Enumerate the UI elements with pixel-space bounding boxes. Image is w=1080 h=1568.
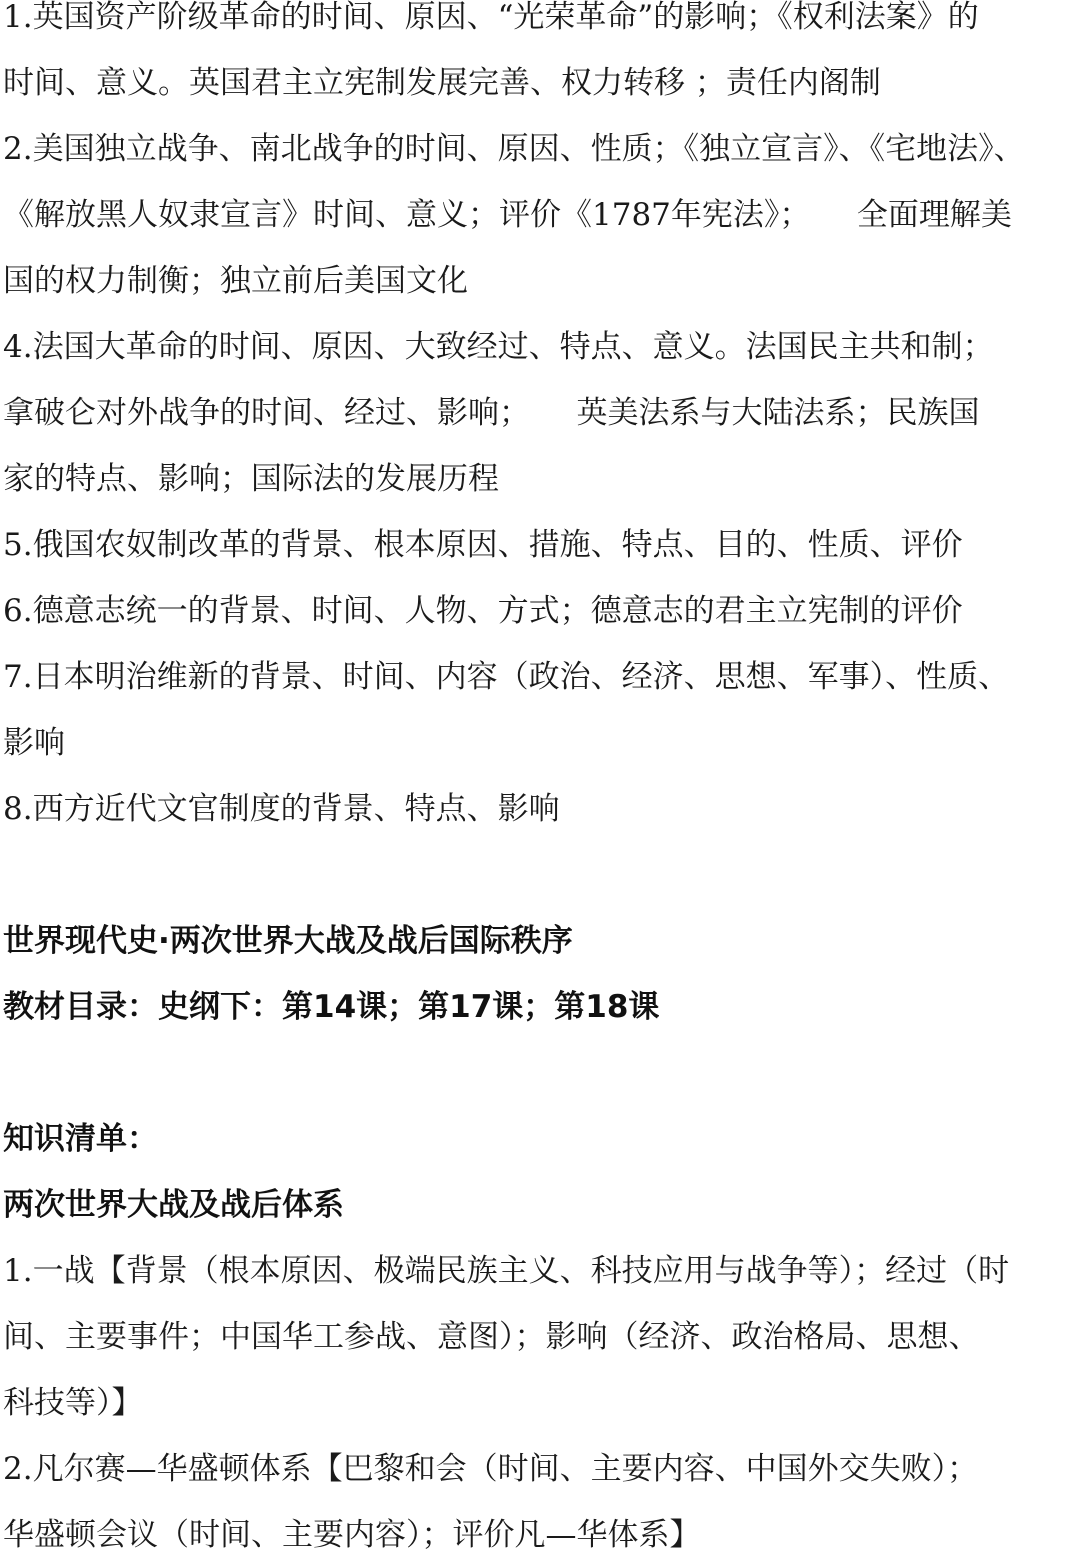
section-title: 世界现代史·两次世界大战及战后国际秩序 bbox=[3, 923, 573, 959]
text-line: 家的特点、影响；国际法的发展历程 bbox=[3, 461, 499, 497]
subsection-title: 两次世界大战及战后体系 bbox=[3, 1187, 344, 1223]
text-line: 8.西方近代文官制度的背景、特点、影响 bbox=[3, 791, 560, 827]
item-line: 华盛顿会议（时间、主要内容）；评价凡—华体系】 bbox=[3, 1517, 701, 1553]
item-line: 1.一战【背景（根本原因、极端民族主义、科技应用与战争等）；经过（时 bbox=[3, 1253, 1010, 1289]
text-line: 4.法国大革命的时间、原因、大致经过、特点、意义。法国民主共和制； bbox=[3, 329, 994, 365]
text-line: 5.俄国农奴制改革的背景、根本原因、措施、特点、目的、性质、评价 bbox=[3, 527, 963, 563]
item-line: 间、主要事件；中国华工参战、意图）；影响（经济、政治格局、思想、 bbox=[3, 1319, 980, 1355]
knowledge-list-heading: 知识清单： bbox=[3, 1121, 158, 1157]
text-line: 6.德意志统一的背景、时间、人物、方式；德意志的君主立宪制的评价 bbox=[3, 593, 963, 629]
text-line: 时间、意义。英国君主立宪制发展完善、权力转移 ；责任内阁制 bbox=[3, 65, 881, 101]
text-line: 7.日本明治维新的背景、时间、内容（政治、经济、思想、军事）、性质、 bbox=[3, 659, 1010, 695]
text-line: 国的权力制衡；独立前后美国文化 bbox=[3, 263, 468, 299]
text-line: 1.英国资产阶级革命的时间、原因、“光荣革命”的影响；《权利法案》的 bbox=[3, 0, 979, 35]
text-line: 影响 bbox=[3, 725, 65, 761]
item-line: 2.凡尔赛—华盛顿体系【巴黎和会（时间、主要内容、中国外交失败）； bbox=[3, 1451, 979, 1487]
text-line: 2.美国独立战争、南北战争的时间、原因、性质；《独立宣言》、《宅地法》、 bbox=[3, 131, 1025, 167]
text-line: 拿破仑对外战争的时间、经过、影响； 英美法系与大陆法系；民族国 bbox=[3, 395, 980, 431]
item-line: 科技等）】 bbox=[3, 1385, 143, 1421]
text-line: 《解放黑人奴隶宣言》时间、意义；评价《1787年宪法》； 全面理解美 bbox=[3, 197, 1012, 233]
catalog-line: 教材目录：史纲下：第14课；第17课；第18课 bbox=[3, 989, 660, 1025]
electives-line bbox=[3, 1040, 1078, 1106]
